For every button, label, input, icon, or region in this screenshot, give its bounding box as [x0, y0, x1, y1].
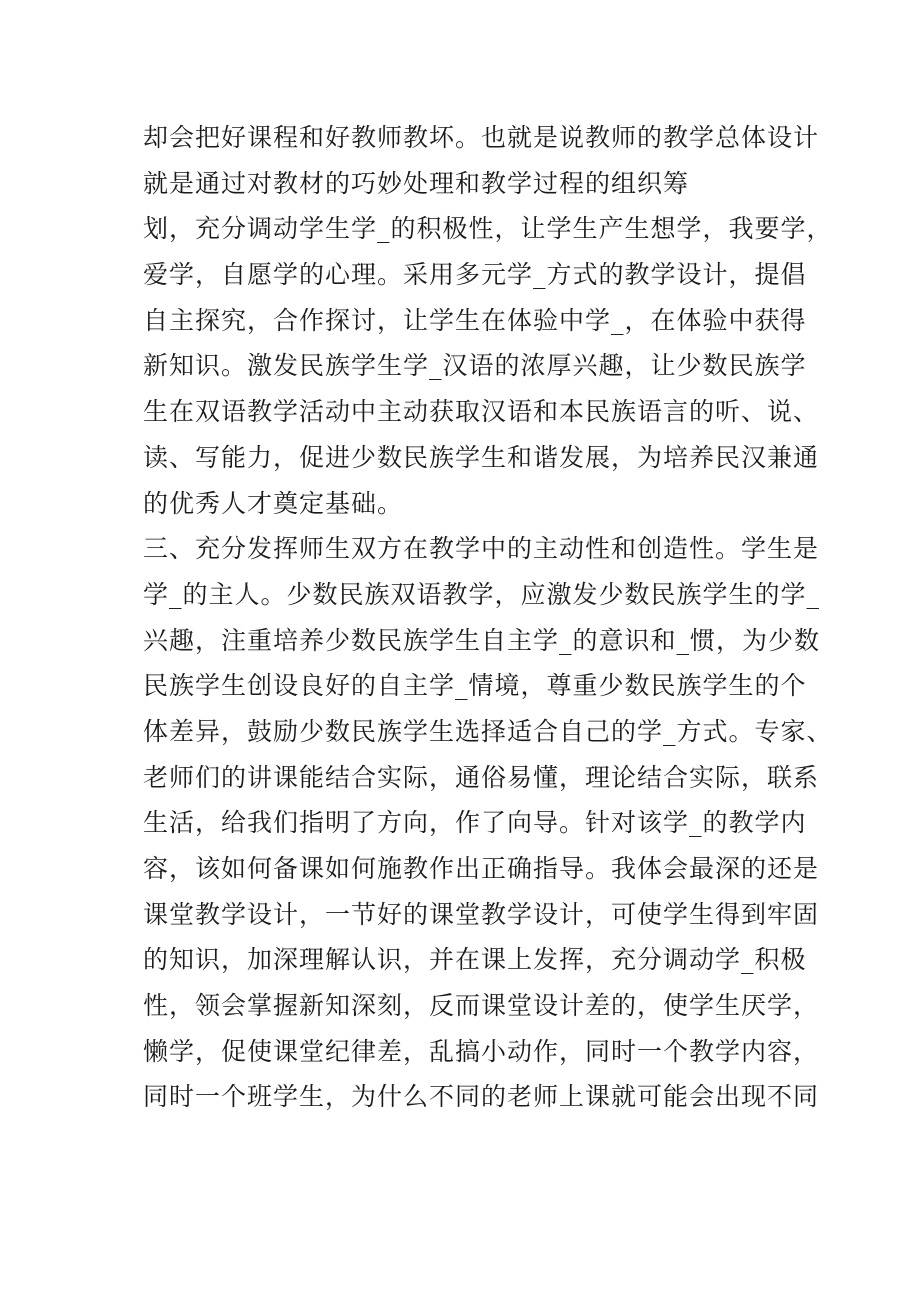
body-text [143, 115, 833, 1120]
text-line: 的知识，加深理解认识，并在课上发挥，充分调动学_积极 [143, 945, 807, 975]
text-line: 同时一个班学生，为什么不同的老师上课就可能会出现不同 [143, 1082, 820, 1112]
text-line: 却会把好课程和好教师教坏。也就是说教师的教学总体设计 [143, 123, 820, 152]
text-line: 体差异，鼓励少数民族学生选择适合自己的学_方式。专家、 [143, 716, 833, 746]
text-line: 学_的主人。少数民族双语教学，应激发少数民族学生的学_ [143, 579, 821, 609]
text-line: 三、充分发挥师生双方在教学中的主动性和创造性。学生是 [143, 534, 820, 564]
text-line: 老师们的讲课能结合实际，通俗易懂，理论结合实际，联系 [143, 762, 820, 792]
text-line: 就是通过对教材的巧妙处理和教学过程的组织筹 [143, 168, 690, 198]
text-line: 读、写能力，促进少数民族学生和谐发展，为培养民汉兼通 [143, 442, 820, 472]
text-line: 懒学，促使课堂纪律差，乱搞小动作，同时一个教学内容， [143, 1036, 820, 1066]
text-line: 自主探究，合作探讨，让学生在体验中学_，在体验中获得 [143, 305, 807, 335]
text-line: 生在双语教学活动中主动获取汉语和本民族语言的听、说、 [143, 397, 820, 427]
text-line: 爱学，自愿学的心理。采用多元学_方式的教学设计，提倡 [143, 260, 807, 290]
text-line: 容，该如何备课如何施教作出正确指导。我体会最深的还是 [143, 854, 820, 883]
text-line: 民族学生创设良好的自主学_情境，尊重少数民族学生的个 [143, 671, 807, 701]
text-line: 生活，给我们指明了方向，作了向导。针对该学_的教学内 [143, 808, 807, 838]
text-line: 新知识。激发民族学生学_汉语的浓厚兴趣，让少数民族学 [143, 351, 807, 381]
text-line: 兴趣，注重培养少数民族学生自主学_的意识和_惯，为少数 [143, 625, 821, 655]
text-line: 课堂教学设计，一节好的课堂教学设计，可使学生得到牢固 [143, 899, 820, 929]
text-line: 性，领会掌握新知深刻，反而课堂设计差的，使学生厌学， [143, 991, 820, 1021]
text-line: 划，充分调动学生学_的积极性，让学生产生想学，我要学， [143, 214, 833, 244]
text-line: 的优秀人才奠定基础。 [143, 488, 404, 518]
